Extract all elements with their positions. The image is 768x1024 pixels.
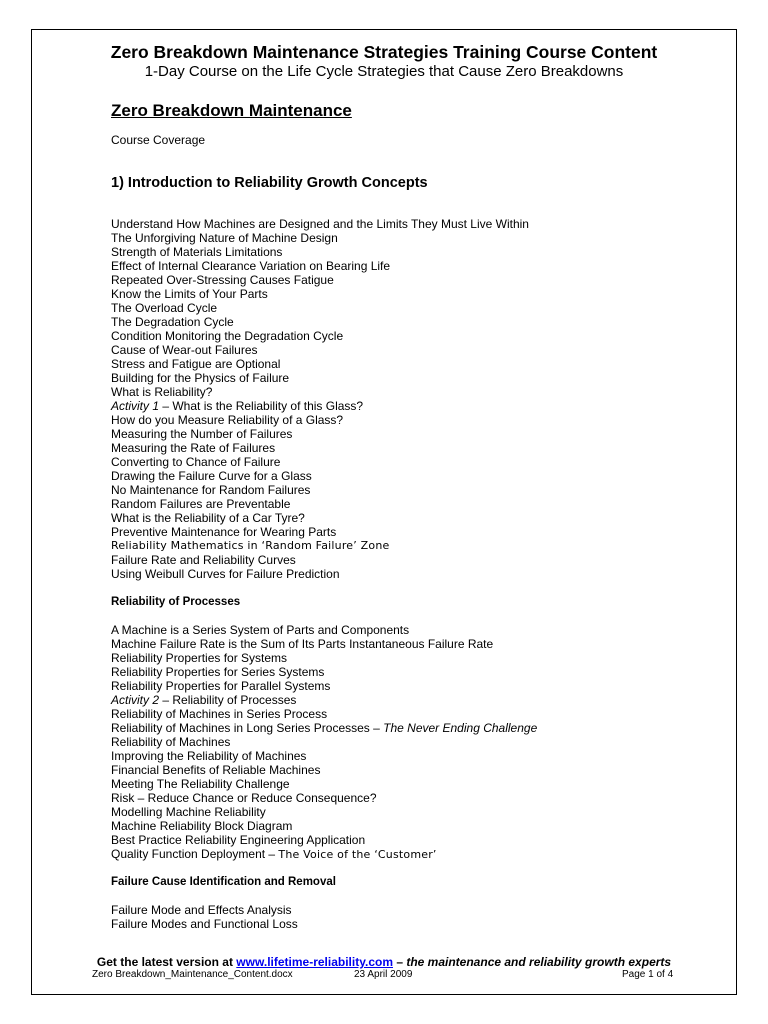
- list-item: Repeated Over-Stressing Causes Fatigue: [111, 273, 334, 287]
- list-item-activity-2: [111, 693, 711, 707]
- list-item: Preventive Maintenance for Wearing Parts: [111, 525, 337, 539]
- activity-label: Activity 1: [111, 399, 160, 413]
- section-heading-introduction: 1) Introduction to Reliability Growth Concepts: [111, 175, 428, 191]
- list-item: Failure Rate and Reliability Curves: [111, 553, 296, 567]
- list-item: How do you Measure Reliability of a Glass?: [111, 413, 344, 427]
- failure-topic-list: [111, 903, 711, 931]
- list-item: Reliability of Machines in Series Process: [111, 707, 328, 721]
- list-item: Reliability of Machines: [111, 735, 231, 749]
- list-item: Reliability Properties for Systems: [111, 651, 288, 665]
- activity-text: – What is the Reliability of this Glass?: [159, 399, 364, 413]
- list-item: Best Practice Reliability Engineering Application: [111, 833, 366, 847]
- list-item: Improving the Reliability of Machines: [111, 749, 307, 763]
- list-item: Understand How Machines are Designed and the Limits They Must Live Within: [111, 217, 529, 231]
- subsection-heading-processes: Reliability of Processes: [111, 596, 241, 608]
- list-item: Condition Monitoring the Degradation Cycle: [111, 329, 344, 343]
- list-item: Risk – Reduce Chance or Reduce Consequence?: [111, 791, 377, 805]
- footer-filename: Zero Breakdown_Maintenance_Content.docx: [92, 969, 293, 980]
- footer-dash: –: [393, 955, 407, 969]
- list-item: Cause of Wear-out Failures: [111, 343, 258, 357]
- list-item: Drawing the Failure Curve for a Glass: [111, 469, 312, 483]
- list-item: No Maintenance for Random Failures: [111, 483, 311, 497]
- list-item: Reliability Mathematics in ‘Random Failure’ Zone: [111, 539, 390, 552]
- item-quote: The Voice of the ‘Customer’: [278, 848, 437, 861]
- main-heading: Zero Breakdown Maintenance: [111, 101, 352, 120]
- list-item-long-series: [111, 721, 711, 735]
- list-item: The Overload Cycle: [111, 301, 218, 315]
- list-item: Machine Reliability Block Diagram: [111, 819, 293, 833]
- footer-prefix: Get the latest version at: [96, 955, 237, 969]
- document-subtitle: 1-Day Course on the Life Cycle Strategies that Cause Zero Breakdowns: [144, 63, 624, 80]
- list-item: Reliability Properties for Series Systems: [111, 665, 325, 679]
- document-body: [111, 100, 711, 931]
- subsection-heading-failure-cause: Failure Cause Identification and Removal: [111, 876, 336, 888]
- list-item: What is the Reliability of a Car Tyre?: [111, 511, 305, 525]
- list-item: Machine Failure Rate is the Sum of Its Parts Instantaneous Failure Rate: [111, 637, 494, 651]
- footer-date: 23 April 2009: [354, 969, 413, 980]
- list-item: Converting to Chance of Failure: [111, 455, 281, 469]
- list-item: Modelling Machine Reliability: [111, 805, 266, 819]
- list-item: Reliability Properties for Parallel Systems: [111, 679, 331, 693]
- list-item: Building for the Physics of Failure: [111, 371, 290, 385]
- list-item: Financial Benefits of Reliable Machines: [111, 763, 321, 777]
- document-title: Zero Breakdown Maintenance Strategies Training Course Content: [110, 42, 658, 62]
- list-item: Random Failures are Preventable: [111, 497, 291, 511]
- activity-label: Activity 2: [111, 693, 160, 707]
- list-item-qfd: [111, 847, 711, 861]
- footer-page-number: Page 1 of 4: [622, 969, 674, 980]
- list-item: Using Weibull Curves for Failure Prediction: [111, 567, 340, 581]
- list-item-activity-1: [111, 399, 711, 413]
- footer-tagline: the maintenance and reliability growth experts: [406, 955, 672, 969]
- item-text: Quality Function Deployment –: [111, 847, 279, 861]
- activity-text: – Reliability of Processes: [159, 693, 297, 707]
- item-emphasis: The Never Ending Challenge: [383, 721, 538, 735]
- list-item: Know the Limits of Your Parts: [111, 287, 268, 301]
- list-item: What is Reliability?: [111, 385, 213, 399]
- item-text: Reliability of Machines in Long Series Processes –: [111, 721, 384, 735]
- list-item: Measuring the Rate of Failures: [111, 441, 276, 455]
- list-item: Failure Modes and Functional Loss: [111, 917, 298, 931]
- list-item: A Machine is a Series System of Parts and Components: [111, 623, 410, 637]
- list-item: Stress and Fatigue are Optional: [111, 357, 281, 371]
- introduction-topic-list: [111, 217, 711, 581]
- processes-topic-list: [111, 623, 711, 861]
- list-item: Strength of Materials Limitations: [111, 245, 283, 259]
- list-item: Meeting The Reliability Challenge: [111, 777, 290, 791]
- list-item: Failure Mode and Effects Analysis: [111, 903, 292, 917]
- list-item: The Degradation Cycle: [111, 315, 234, 329]
- course-coverage-label: Course Coverage: [111, 133, 206, 147]
- list-item: Measuring the Number of Failures: [111, 427, 293, 441]
- website-link[interactable]: www.lifetime-reliability.com: [236, 955, 393, 969]
- list-item: Effect of Internal Clearance Variation on Bearing Life: [111, 259, 391, 273]
- footer-banner: [0, 955, 768, 969]
- list-item: The Unforgiving Nature of Machine Design: [111, 231, 338, 245]
